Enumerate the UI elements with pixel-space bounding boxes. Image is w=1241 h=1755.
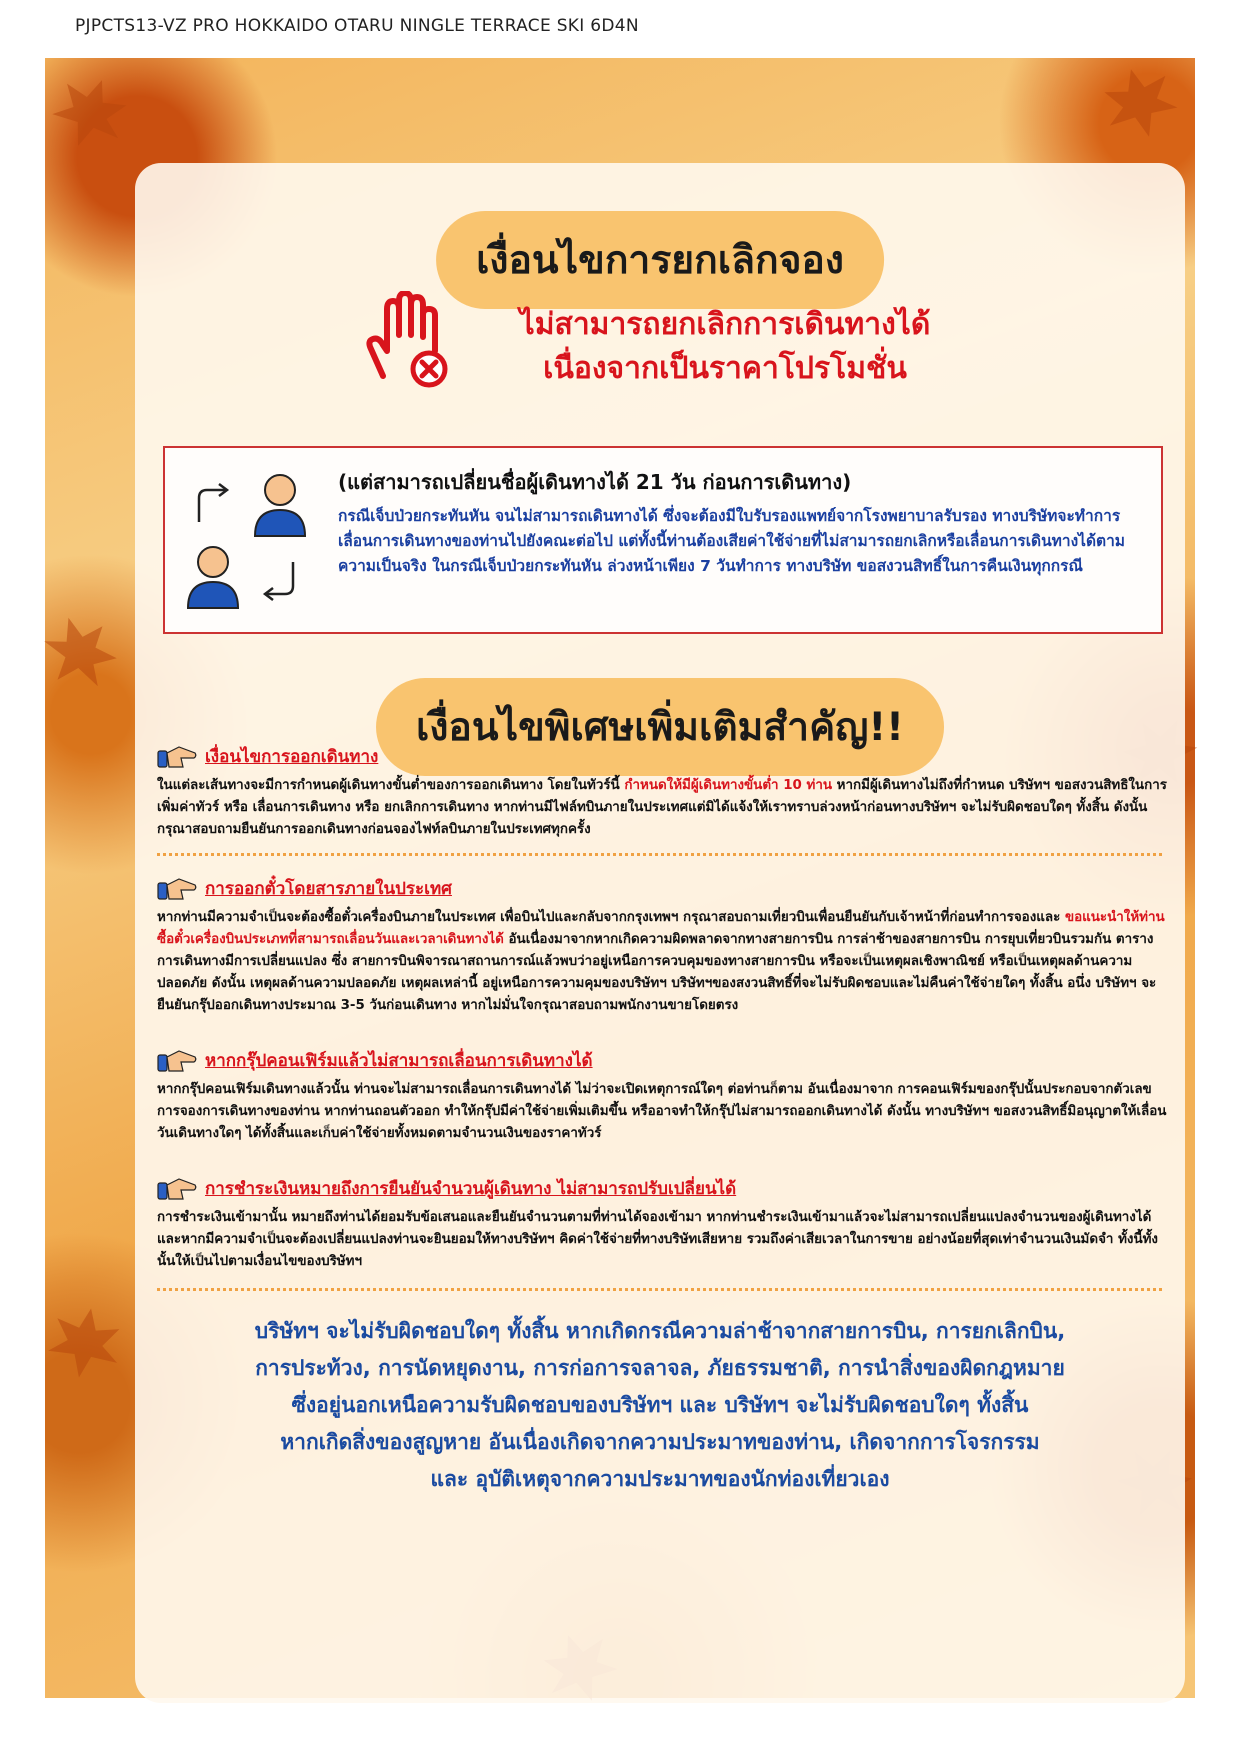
condition-section-group-confirmed <box>157 1047 1167 1145</box>
person-swap-icon <box>185 462 310 622</box>
section-title: เงื่อนไขการออกเดินทาง <box>205 747 379 767</box>
disclaimer-line: และ อุบัติเหตุจากความประมาทของนักท่องเที่ยวเอง <box>430 1467 890 1491</box>
name-change-body: กรณีเจ็บป่วยกระทันหัน จนไม่สามารถเดินทางได้ ซึ่งจะต้องมีใบรับรองแพทย์จากโรงพยาบาลรับรอง ทางบริษัทจะทำการเลื่อนการเดินทางของท่านไปยังคณะต่อไป แต่ทั้งนี้ท่านต้องเสียค่าใช้จ่ายที่ไม่สามารถยกเลิกหรือเลื่อนการเดินทางได้ตามความเป็นจริง ในกรณีเจ็บป่วยกระทันหัน ล่วงหน้าเพียง 7 วันทำการ ทางบริษัท ขอสงวนสิทธิ์ในการคืนเงินทุกกรณี <box>338 507 1126 575</box>
disclaimer-line: การประท้วง, การนัดหยุดงาน, การก่อการจลาจล, ภัยธรรมชาติ, การนำสิ่งของผิดกฎหมาย <box>255 1356 1065 1380</box>
special-conditions-title: เงื่อนไขพิเศษเพิ่มเติมสำคัญ!! <box>376 678 944 776</box>
section-text: หากมีผู้เดินทางไม่ถึงที่กำหนด บริษัทฯ ขอสงวนสิทธิในการเพิ่มค่าทัวร์ หรือ เลื่อนการเดินทาง หรือ ยกเลิกการเดินทาง หากท่านมีไฟล์ทบินภายในประเทศแต่มิได้แจ้งให้เราทราบล่วงหน้าก่อนทางบริษัทฯ จะไม่รับผิดชอบใดๆ ทั้งสิ้น ดังนั้นกรุณาสอบถามยืนยันการออกเดินทางก่อนจองไฟท์ลบินภายในประเทศทุกครั้ง <box>157 778 1167 837</box>
condition-section-departure <box>157 743 1167 841</box>
disclaimer-line: บริษัทฯ จะไม่รับผิดชอบใดๆ ทั้งสิ้น หากเกิดกรณีความล่าช้าจากสายการบิน, การยกเลิกบิน, <box>254 1319 1066 1343</box>
section-title: หากกรุ๊ปคอนเฟิร์มแล้วไม่สามารถเลื่อนการเดินทางได้ <box>205 1051 593 1071</box>
promotion-price-headline: เนื่องจากเป็นราคาโปรโมชั่น <box>543 351 907 386</box>
section-highlight: ขอแนะนำให้ท่านซื้อตั๋วเครื่องบินประเภทที่สามารถเลื่อนวันและเวลาเดินทางได้ <box>157 910 1165 947</box>
autumn-background-frame <box>45 58 1195 1698</box>
disclaimer-line: หากเกิดสิ่งของสูญหาย อันเนื่องเกิดจากความประมาทของท่าน, เกิดจากการโจรกรรม <box>280 1430 1040 1454</box>
section-title: การออกตั๋วโดยสารภายในประเทศ <box>205 879 452 899</box>
pointing-hand-icon <box>157 1175 197 1201</box>
raised-hand-x-icon <box>353 291 453 389</box>
dotted-divider <box>157 1288 1162 1291</box>
section-body: การชำระเงินเข้ามานั้น หมายถึงท่านได้ยอมรับข้อเสนอและยืนยันจำนวนตามที่ท่านได้จองเข้ามา หากท่านชำระเงินเข้ามาแล้วจะไม่สามารถเปลี่ยนแปลงจำนวนของผู้เดินทางได้และหากมีความจำเป็นจะต้องเปลี่ยนแปลงท่านจะยินยอมให้ทางบริษัทฯ คิดค่าใช้จ่ายที่ทางบริษัทเสียหาย รวมถึงค่าเสียเวลาในการขาย อย่างน้อยที่สุดเท่าจำนวนเงินมัดจำ ทั้งนี้ทั้งนั้นให้เป็นไปตามเงื่อนไขของบริษัทฯ <box>157 1210 1158 1269</box>
section-text: อันเนื่องมาจากหากเกิดความผิดพลาดจากทางสายการบิน การล่าช้าของสายการบิน การยุบเที่ยวบินรวมกัน ตารางการเดินทางมีการเปลี่ยนแปลง ซึ่ง สายการบินพิจารณาสถานการณ์แล้วพบว่าอยู่เหนือการควบคุมของทางสายการบิน หรือจะเป็นเหตุผลเชิงพาณิชย์ หรือเป็นเหตุผลด้านความปลอดภัย ดังนั้น เหตุผลด้านความปลอดภัย เหตุผลเหล่านี้ อยู่เหนือการความคุมของบริษัทฯ บริษัทฯของสงวนสิทธิ์ที่จะไม่รับผิดชอบและไม่คืนค่าใช้จ่ายใดๆ ทั้งสิ้น อนึ่ง บริษัทฯ จะยืนยันกรุ๊ปออกเดินทางประมาณ 3-5 วันก่อนเดินทาง หากไม่มั่นใจกรุณาสอบถามพนักงานขายโดยตรง <box>157 932 1157 1013</box>
liability-disclaimer <box>155 1313 1165 1498</box>
pointing-hand-icon <box>157 1047 197 1073</box>
section-body <box>157 907 1167 1017</box>
section-body: หากกรุ๊ปคอนเฟิร์มเดินทางแล้วนั้น ท่านจะไม่สามารถเลื่อนการเดินทางได้ ไม่ว่าจะเปิดเหตุการณ์ใดๆ ต่อท่านก็ตาม อันเนื่องมาจาก การคอนเฟิร์มของกรุ๊ปนั้นประกอบจากตัวเลขการจองการเดินทางของท่าน หากท่านถอนตัวออก ทำให้กรุ๊ปมีค่าใช้จ่ายเพิ่มเติมขึ้น หรืออาจทำให้กรุ๊ปไม่สามารถออกเดินทางได้ ดังนั้น ทางบริษัทฯ ขอสงวนสิทธิ์มิอนุญาตให้เลื่อนวันเดินทางใดๆ ได้ทั้งสิ้นและเก็บค่าใช้จ่ายทั้งหมดตามจำนวนเงินของราคาทัวร์ <box>157 1082 1167 1141</box>
section-text: หากท่านมีความจำเป็นจะต้องซื้อตั๋วเครื่องบินภายในประเทศ เพื่อบินไปและกลับจากกรุงเทพฯ กรุณาสอบถามเที่ยวบินเพื่อนยืนยันกับเจ้าหน้าที่ก่อนทำการจองและ <box>157 910 1065 925</box>
name-change-box <box>163 446 1163 634</box>
pointing-hand-icon <box>157 875 197 901</box>
dotted-divider <box>157 853 1162 856</box>
maple-leaf-decoration <box>45 68 135 158</box>
pointing-hand-icon <box>157 743 197 769</box>
section-title: การชำระเงินหมายถึงการยืนยันจำนวนผู้เดินทาง ไม่สามารถปรับเปลี่ยนได้ <box>205 1179 737 1199</box>
section-text: ในแต่ละเส้นทางจะมีการกำหนดผู้เดินทางขั้นต่ำของการออกเดินทาง โดยในทัวร์นี้ <box>157 778 625 793</box>
no-cancel-headline: ไม่สามารถยกเลิกการเดินทางได้ <box>519 307 931 342</box>
disclaimer-line: ซึ่งอยู่นอกเหนือความรับผิดชอบของบริษัทฯ และ บริษัทฯ จะไม่รับผิดชอบใดๆ ทั้งสิ้น <box>291 1393 1029 1417</box>
maple-leaf-decoration <box>31 604 130 703</box>
condition-section-domestic-ticket <box>157 875 1167 1017</box>
section-body <box>157 775 1167 841</box>
condition-section-payment <box>157 1175 1167 1273</box>
cancellation-title: เงื่อนไขการยกเลิกจอง <box>436 211 884 309</box>
section-highlight: กำหนดให้มีผู้เดินทางขั้นต่ำ 10 ท่าน <box>624 778 833 793</box>
maple-leaf-decoration <box>44 1302 125 1383</box>
name-change-title: (แต่สามารถเปลี่ยนชื่อผู้เดินทางได้ 21 วัน ก่อนการเดินทาง) <box>338 470 852 494</box>
document-code: PJPCTS13-VZ PRO HOKKAIDO OTARU NINGLE TERRACE SKI 6D4N <box>75 16 639 36</box>
content-panel <box>135 163 1185 1703</box>
maple-leaf-decoration <box>1097 60 1183 146</box>
